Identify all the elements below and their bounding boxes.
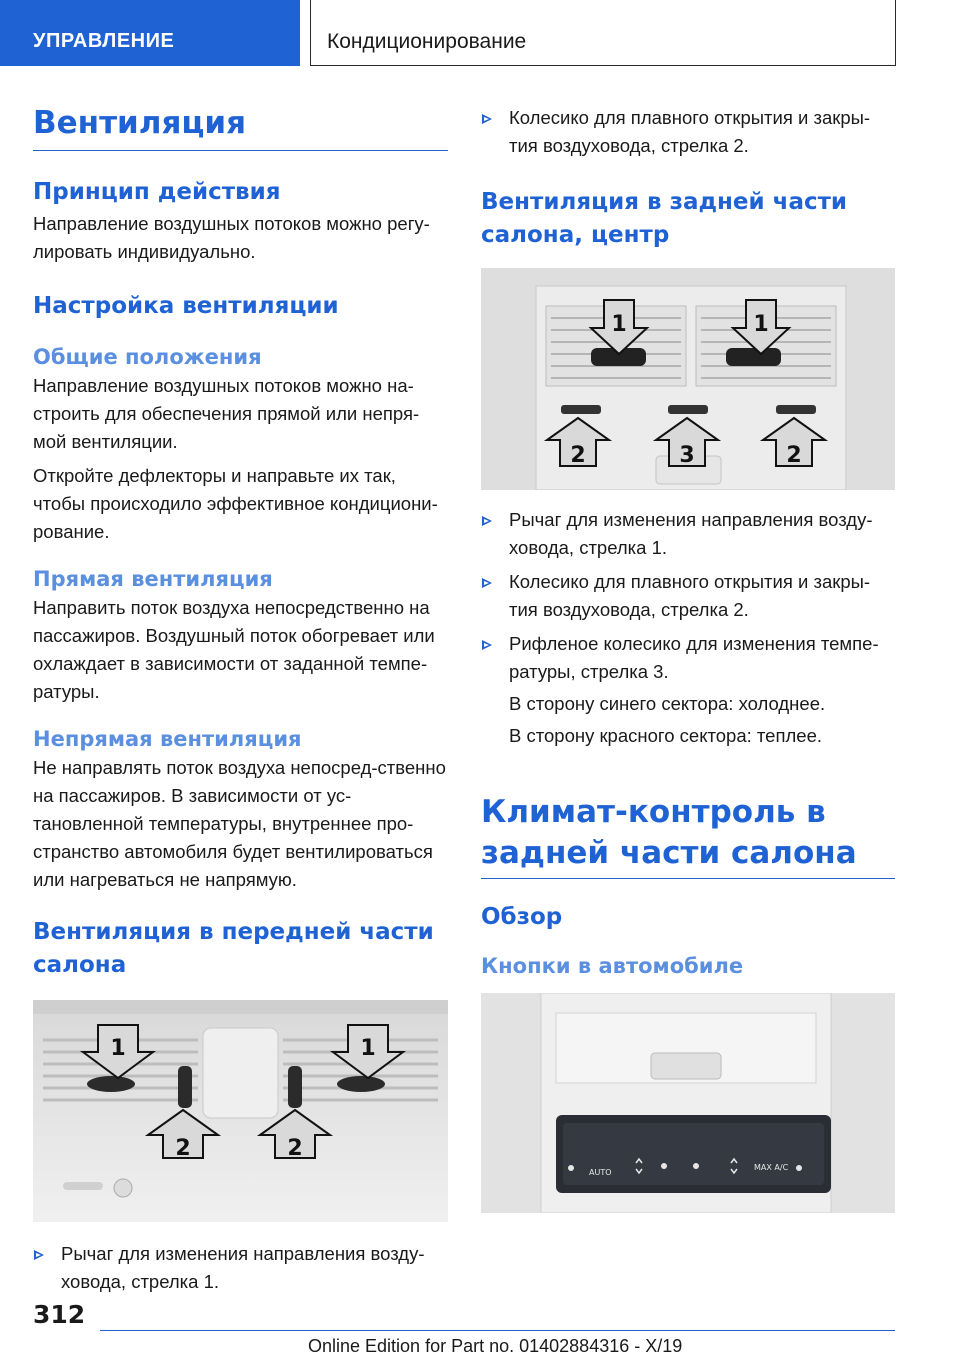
principle-text: Направление воздушных потоков можно регу-лировать индивидуально.: [33, 213, 430, 262]
bullet-triangle-icon: [482, 516, 492, 526]
fig-label-2a: 2: [175, 1136, 191, 1161]
rear-climate-figure: [481, 993, 895, 1213]
rear-bullet-3: [481, 630, 895, 686]
rear-bullet-1: [481, 506, 895, 562]
rear-fig-label-3: 3: [679, 443, 695, 468]
front-bullet-2: [481, 104, 895, 160]
rear-bullet-1-text: Рычаг для изменения направления возду-ховода, стрелка 1.: [509, 509, 873, 558]
rear-climate-illustration: [481, 993, 895, 1213]
ventilation-title: Вентиляция: [33, 104, 448, 151]
chapter-title: Кондиционирование: [310, 0, 896, 66]
front-bullet-1-text: Рычаг для изменения направления возду-ховода, стрелка 1.: [61, 1243, 425, 1292]
overview-heading: Обзор: [481, 904, 563, 930]
general-paragraph-2: Откройте дефлекторы и направьте их так, чтобы происходило эффективное кондициони-рование.: [33, 465, 438, 542]
general-paragraph-1: Направление воздушных потоков можно на-строить для обеспечения прямой или непря-мой вентиляции.: [33, 375, 420, 452]
page-number: 312: [33, 1300, 86, 1329]
rear-fig-label-1b: 1: [753, 312, 769, 337]
indirect-heading: Непрямая вентиляция: [33, 727, 302, 751]
max-ac-button-label: MAX A/C: [754, 1163, 789, 1172]
principle-heading: Принцип действия: [33, 179, 281, 205]
footer-divider: [100, 1330, 895, 1331]
edition-info: Online Edition for Part no. 01402884316 - X/19: [308, 1336, 683, 1356]
bullet-triangle-icon: [34, 1250, 44, 1260]
rear-fig-label-2b: 2: [786, 443, 802, 468]
rear-bullet-2-text: Колесико для плавного открытия и закры-тия воздуховода, стрелка 2.: [509, 571, 871, 620]
bullet-triangle-icon: [482, 114, 492, 124]
buttons-heading: Кнопки в автомобиле: [481, 954, 744, 978]
front-bullet-2-text: Колесико для плавного открытия и закры-тия воздуховода, стрелка 2.: [509, 107, 871, 156]
fig-label-1b: 1: [360, 1036, 376, 1061]
rear-fig-label-2a: 2: [570, 443, 586, 468]
front-heading: Вентиляция в передней части салона: [33, 919, 434, 978]
rear-vents-illustration: [481, 268, 895, 490]
section-tab: УПРАВЛЕНИЕ: [0, 0, 300, 66]
rear-heading: Вентиляция в задней части салона, центр: [481, 189, 848, 248]
fig-label-2b: 2: [287, 1136, 303, 1161]
red-sector-text: В сторону красного сектора: теплее.: [509, 725, 823, 746]
front-bullet-1: [33, 1240, 448, 1296]
left-column: [33, 104, 448, 1296]
rear-bullet-2: [481, 568, 895, 624]
setup-heading: Настройка вентиляции: [33, 293, 339, 319]
right-column: [481, 104, 895, 1213]
rear-bullet-3-text: Рифленое колесико для изменения темпе-ратуры, стрелка 3.: [509, 633, 879, 682]
general-heading: Общие положения: [33, 345, 262, 369]
bullet-triangle-icon: [482, 640, 492, 650]
rear-vents-figure: [481, 268, 895, 490]
direct-text: Направить поток воздуха непосредственно на пассажиров. Воздушный поток обогревает или охлаждает в зависимости от заданной темпе-ратуры.: [33, 597, 435, 702]
auto-button-label: AUTO: [589, 1168, 612, 1177]
bullet-triangle-icon: [482, 578, 492, 588]
climate-title: Климат-контроль в задней части салона: [481, 792, 895, 879]
rear-fig-label-1a: 1: [611, 312, 627, 337]
fig-label-1a: 1: [110, 1036, 126, 1061]
front-vents-illustration: [33, 1000, 448, 1222]
blue-sector-text: В сторону синего сектора: холоднее.: [509, 693, 826, 714]
front-vents-figure: [33, 1000, 448, 1222]
direct-heading: Прямая вентиляция: [33, 567, 273, 591]
indirect-text: Не направлять поток воздуха непосред-ственно на пассажиров. В зависимости от ус-тановленной температуры, внутреннее про-странство автомобиля будет вентилироваться или нагреваться не напрямую.: [33, 757, 446, 890]
